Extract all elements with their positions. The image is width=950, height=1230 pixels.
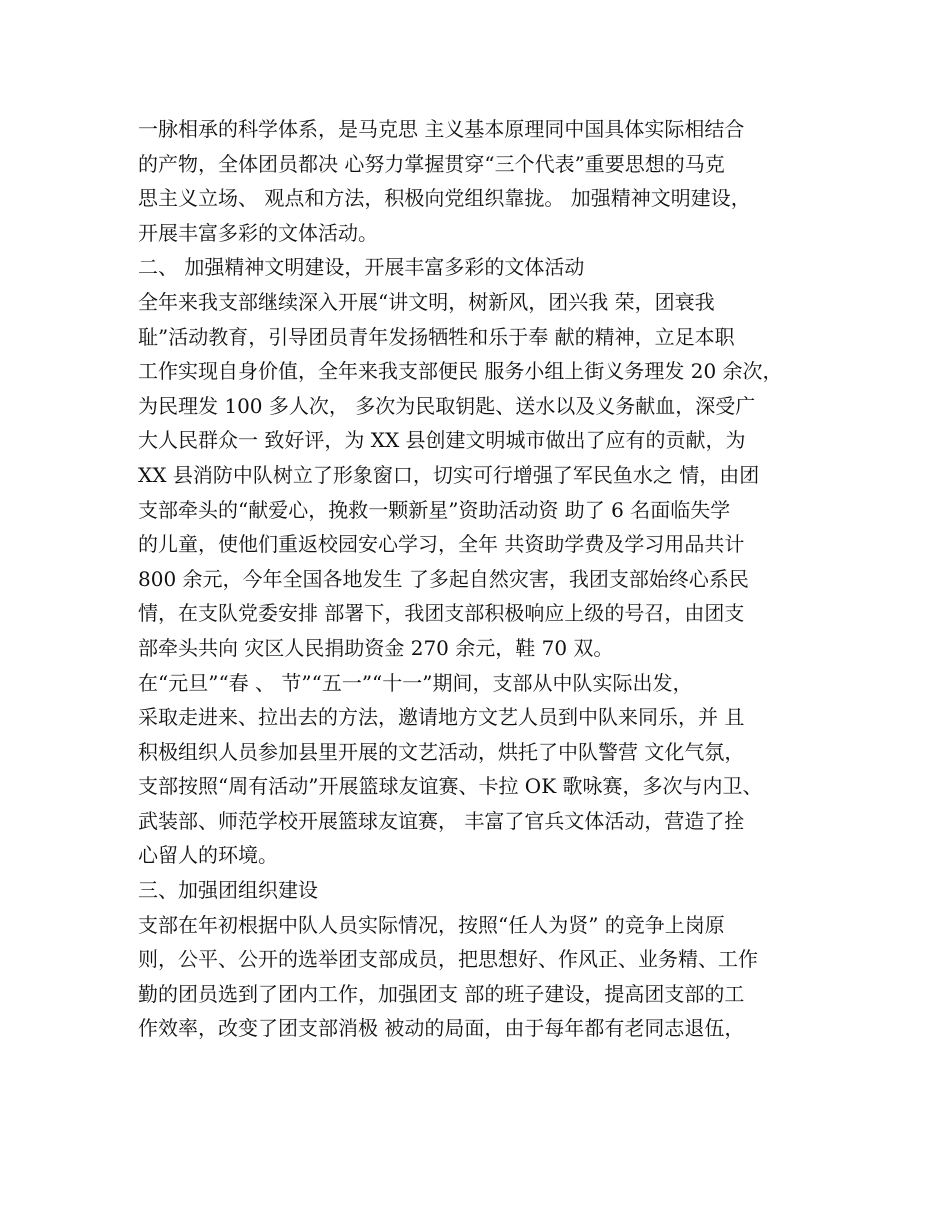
text-line: 部牵头共向 灾区人民捐助资金 270 余元，鞋 70 双。 xyxy=(138,635,614,660)
text-line: XX 县消防中队树立了形象窗口，切实可行增强了军民鱼水之 情，由团 xyxy=(138,462,760,487)
text-line: 800 余元，今年全国各地发生 了多起自然灾害，我团支部始终心系民 xyxy=(138,566,749,591)
text-line: 大人民群众一 致好评，为 XX 县创建文明城市做出了应有的贡献，为 xyxy=(138,428,746,453)
text-line: 则，公平、公开的选举团支部成员，把思想好、作风正、业务精、工作 xyxy=(138,947,758,972)
text-line: 的儿童，使他们重返校园安心学习，全年 共资助学费及学习用品共计 xyxy=(138,532,745,557)
text-line: 心留人的环境。 xyxy=(138,843,278,868)
text-line: 全年来我支部继续深入开展“讲文明，树新风，团兴我 荣，团衰我 xyxy=(138,289,715,314)
text-line: 在“元旦”“春 、 节”“五一”“十一”期间，支部从中队实际出发， xyxy=(138,670,693,695)
text-line: 勤的团员选到了团内工作，加强团支 部的班子建设，提高团支部的工 xyxy=(138,981,745,1006)
text-line: 情，在支队党委安排 部署下，我团支部积极响应上级的号召，由团支 xyxy=(138,601,745,626)
text-line: 采取走进来、拉出去的方法，邀请地方文艺人员到中队来同乐，并 且 xyxy=(138,705,745,730)
text-line: 支部牵头的“献爱心，挽救一颗新星”资助活动资 助了 6 名面临失学 xyxy=(138,497,731,522)
text-line: 积极组织人员参加县里开展的文艺活动，烘托了中队警营 文化气氛， xyxy=(138,739,745,764)
text-line: 作效率，改变了团支部消极 被动的局面，由于每年都有老同志退伍， xyxy=(138,1016,745,1041)
text-line: 一脉相承的科学体系，是马克思 主义基本原理同中国具体实际相结合 xyxy=(138,117,745,141)
section-heading: 二、 加强精神文明建设，开展丰富多彩的文体活动 xyxy=(138,255,585,280)
text-line: 支部在年初根据中队人员实际情况，按照“任人为贤” 的竞争上岗原 xyxy=(138,912,725,937)
text-line: 的产物，全体团员都决 心努力掌握贯穿“三个代表”重要思想的马克 xyxy=(138,151,725,176)
text-line: 为民理发 100 多人次， 多次为民取钥匙、送水以及义务献血，深受广 xyxy=(138,393,756,418)
text-line: 思主义立场、 观点和方法，积极向党组织靠拢。 加强精神文明建设， xyxy=(138,186,751,211)
text-line: 开展丰富多彩的文体活动。 xyxy=(138,220,378,245)
text-line: 工作实现自身价值，全年来我支部便民 服务小组上街义务理发 20 余次， xyxy=(138,359,783,384)
text-line: 耻”活动教育，引导团员青年发扬牺牲和乐于奉 献的精神，立足本职 xyxy=(138,324,735,349)
document-body xyxy=(138,112,828,1046)
text-line: 武装部、师范学校开展篮球友谊赛， 丰富了官兵文体活动，营造了拴 xyxy=(138,808,745,833)
section-heading: 三、加强团组织建设 xyxy=(138,878,318,903)
text-line: 支部按照“周有活动”开展篮球友谊赛、卡拉 OK 歌咏赛，多次与内卫、 xyxy=(138,774,763,799)
